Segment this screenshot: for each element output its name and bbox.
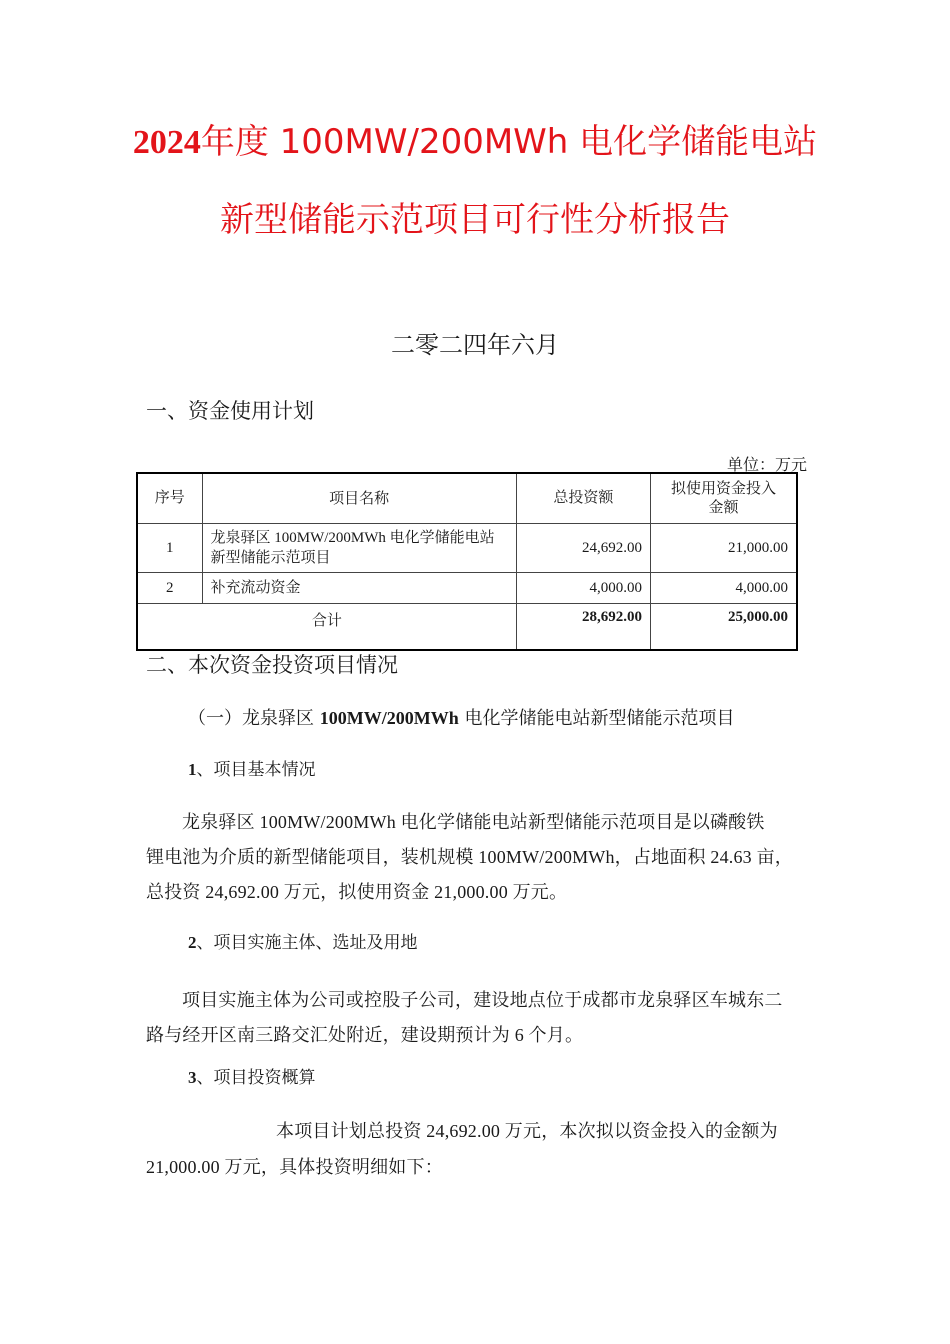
document-date: 二零二四年六月 (391, 331, 559, 359)
total-planned: 25,000.00 (650, 604, 797, 651)
header-total: 总投资额 (516, 473, 650, 524)
subsection1-prefix: （一）龙泉驿区 (188, 708, 320, 729)
title-year: 2024 (132, 124, 201, 161)
total-sum: 28,692.00 (516, 604, 650, 651)
item1-number: 1 (188, 760, 197, 779)
para3-line: 21,000.00 万元，具体投资明细如下： (146, 1157, 443, 1177)
item2-number: 2 (188, 933, 197, 952)
row-name: 龙泉驿区 100MW/200MWh 电化学储能电站新型储能示范项目 (202, 524, 516, 573)
row-total: 24,692.00 (516, 524, 650, 573)
section1-heading: 一、资金使用计划 (146, 399, 314, 423)
row-no: 2 (137, 573, 202, 604)
subsection1-suffix: 电化学储能电站新型储能示范项目 (458, 708, 735, 729)
para1-line: 锂电池为介质的新型储能项目，装机规模 100MW/200MWh，占地面积 24.63 亩， (146, 847, 793, 867)
para1-line: 龙泉驿区 100MW/200MWh 电化学储能电站新型储能示范项目是以磷酸铁 (182, 812, 765, 832)
header-planned: 拟使用资金投入金额 (650, 473, 797, 524)
item1-title: 、项目基本情况 (196, 760, 316, 780)
table-row (137, 573, 797, 604)
table-total-row (137, 604, 797, 651)
row-name: 补充流动资金 (202, 573, 516, 604)
item2-title: 、项目实施主体、选址及用地 (196, 933, 418, 953)
table-header-row (137, 473, 797, 524)
row-planned: 21,000.00 (650, 524, 797, 573)
para3-line: 本项目计划总投资 24,692.00 万元，本次拟以资金投入的金额为 (276, 1121, 778, 1141)
item1-heading (188, 759, 316, 781)
row-total: 4,000.00 (516, 573, 650, 604)
section2-heading: 二、本次资金投资项目情况 (146, 653, 398, 677)
item3-title: 、项目投资概算 (196, 1068, 316, 1088)
funding-plan-table (136, 472, 798, 651)
para2-line: 路与经开区南三路交汇处附近，建设期预计为 6 个月。 (146, 1025, 584, 1045)
row-planned: 4,000.00 (650, 573, 797, 604)
total-label: 合计 (137, 604, 516, 651)
row-no: 1 (137, 524, 202, 573)
item3-number: 3 (188, 1068, 197, 1087)
item3-heading (188, 1067, 316, 1089)
document-title-line2: 新型储能示范项目可行性分析报告 (220, 200, 730, 240)
table-unit-label: 单位：万元 (726, 457, 807, 474)
document-title-line1 (0, 122, 950, 163)
table-row (137, 524, 797, 573)
title-line1-text: 年度 100MW/200MWh 电化学储能电站 (200, 122, 818, 162)
header-no: 序号 (137, 473, 202, 524)
subsection1-heading (188, 706, 734, 731)
subsection1-bold: 100MW/200MWh (319, 708, 459, 728)
para1-line: 总投资 24,692.00 万元，拟使用资金 21,000.00 万元。 (146, 882, 568, 902)
item2-heading (188, 932, 418, 954)
para2-line: 项目实施主体为公司或控股子公司，建设地点位于成都市龙泉驿区车城东二 (182, 990, 783, 1010)
header-name: 项目名称 (202, 473, 516, 524)
